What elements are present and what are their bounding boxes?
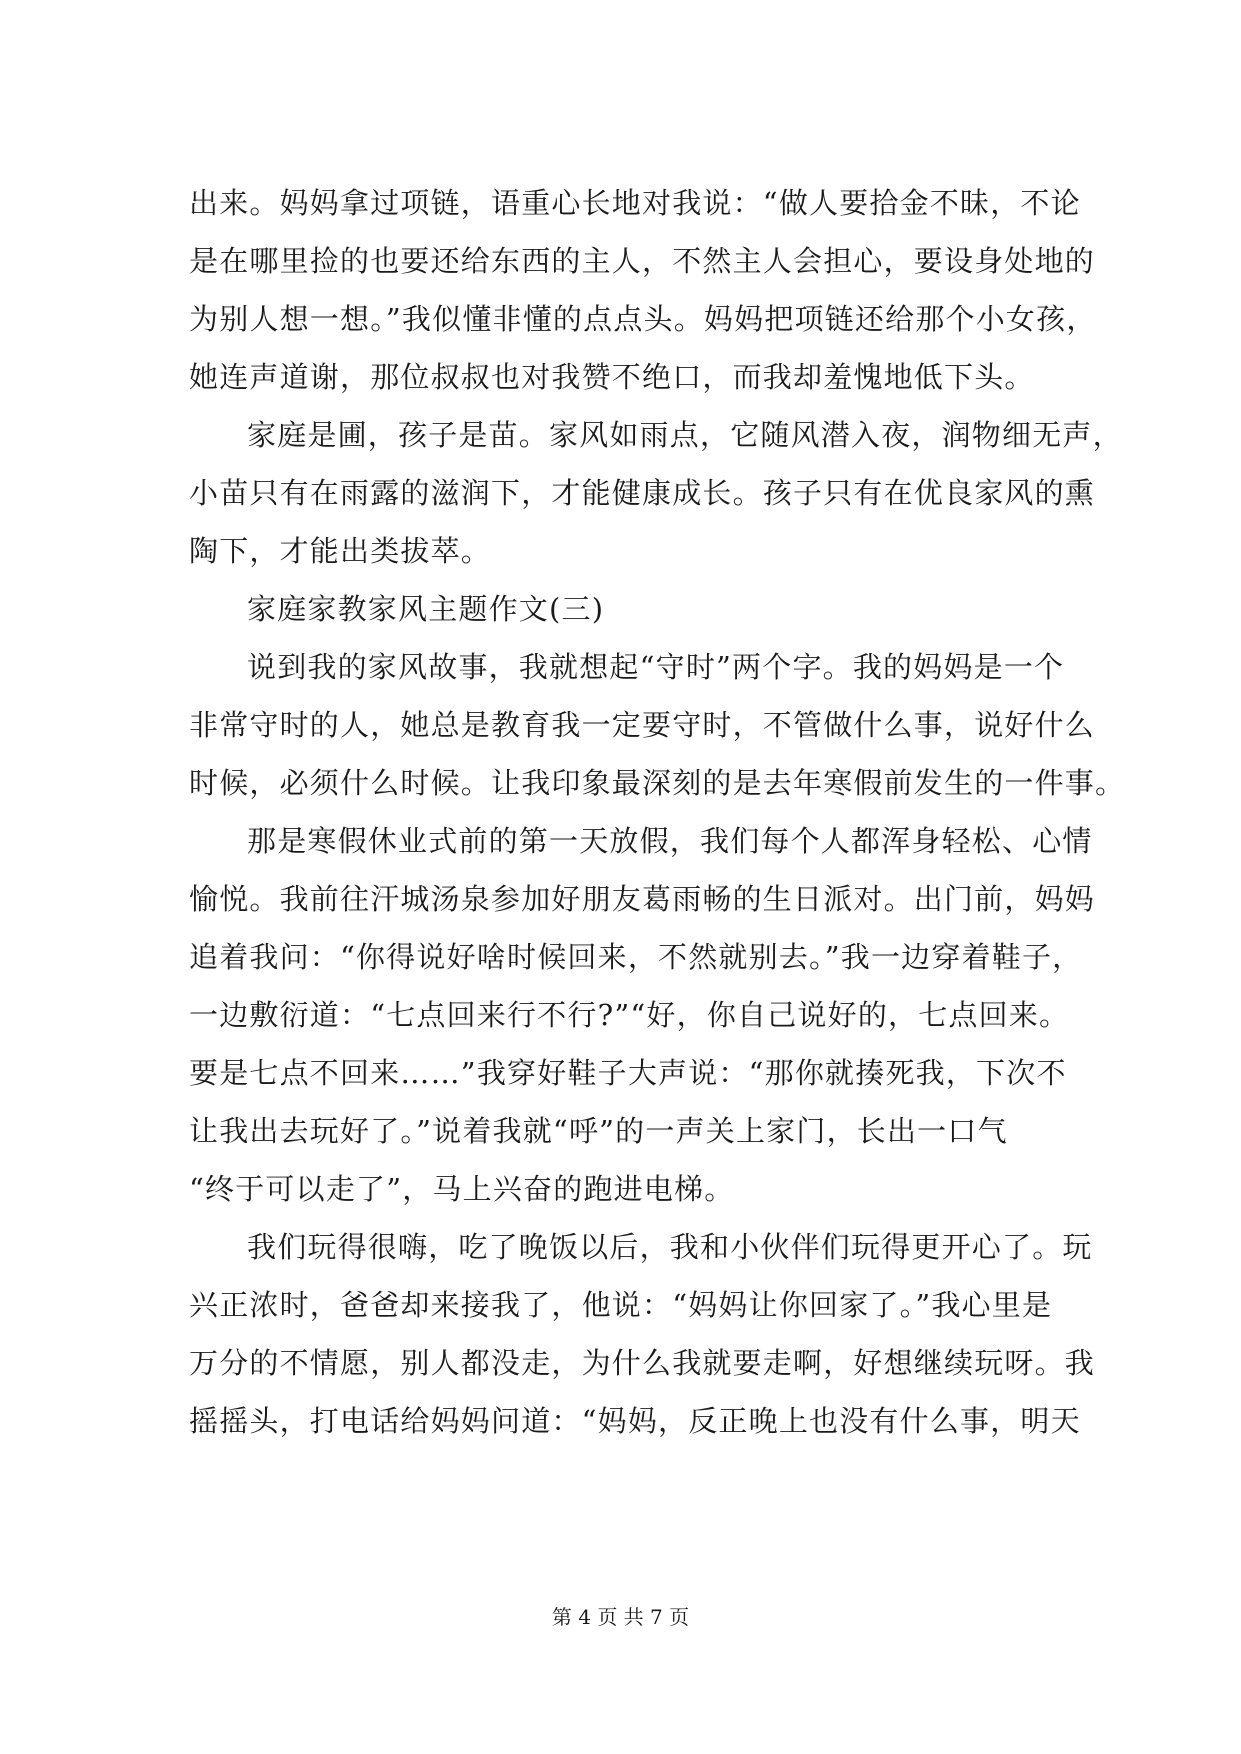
page-number-footer: 第 4 页 共 7 页 — [551, 1605, 690, 1629]
text-line: 要是七点不回来……”我穿好鞋子大声说：“那你就揍死我，下次不 — [189, 1056, 1067, 1090]
text-line: 是在哪里捡的也要还给东西的主人，不然主人会担心，要设身处地的 — [189, 244, 1096, 278]
paragraph-start-line: 说到我的家风故事，我就想起“守时”两个字。我的妈妈是一个 — [247, 650, 1065, 684]
text-line: 出来。妈妈拿过项链，语重心长地对我说：“做人要拾金不昧，不论 — [189, 186, 1081, 220]
text-line: 万分的不情愿，别人都没走，为什么我就要走啊，好想继续玩呀。我 — [189, 1346, 1096, 1380]
section-heading: 家庭家教家风主题作文(三) — [247, 592, 605, 626]
text-line: 愉悦。我前往汗城汤泉参加好朋友葛雨畅的生日派对。出门前，妈妈 — [189, 882, 1096, 916]
paragraph-start-line: 家庭是圃，孩子是苗。家风如雨点，它随风潜入夜，润物细无声， — [247, 418, 1123, 452]
text-line: 兴正浓时，爸爸却来接我了，他说：“妈妈让你回家了。”我心里是 — [189, 1288, 1053, 1322]
text-line: 追着我问：“你得说好啥时候回来，不然就别去。”我一边穿着鞋子， — [189, 940, 1083, 974]
text-line: 让我出去玩好了。”说着我就“呼”的一声关上家门，长出一口气 — [189, 1114, 1008, 1148]
paragraph-start-line: 那是寒假休业式前的第一天放假，我们每个人都浑身轻松、心情 — [247, 824, 1093, 858]
text-line: 非常守时的人，她总是教育我一定要守时，不管做什么事，说好什么 — [189, 708, 1096, 742]
text-line: 一边敷衍道：“七点回来行不行?”“好，你自己说好的，七点回来。 — [189, 998, 1070, 1032]
text-line: “终于可以走了”，马上兴奋的跑进电梯。 — [189, 1172, 735, 1206]
text-line: 时候，必须什么时候。让我印象最深刻的是去年寒假前发生的一件事。 — [189, 766, 1126, 800]
text-line: 她连声道谢，那位叔叔也对我赞不绝口，而我却羞愧地低下头。 — [189, 360, 1035, 394]
text-line: 为别人想一想。”我似懂非懂的点点头。妈妈把项链还给那个小女孩， — [189, 302, 1097, 336]
text-line: 小苗只有在雨露的滋润下，才能健康成长。孩子只有在优良家风的熏 — [189, 476, 1096, 510]
text-line: 摇摇头，打电话给妈妈问道：“妈妈，反正晚上也没有什么事，明天 — [189, 1404, 1081, 1438]
paragraph-start-line: 我们玩得很嗨，吃了晚饭以后，我和小伙伴们玩得更开心了。玩 — [247, 1230, 1093, 1264]
text-line: 陶下，才能出类拔萃。 — [189, 534, 492, 568]
